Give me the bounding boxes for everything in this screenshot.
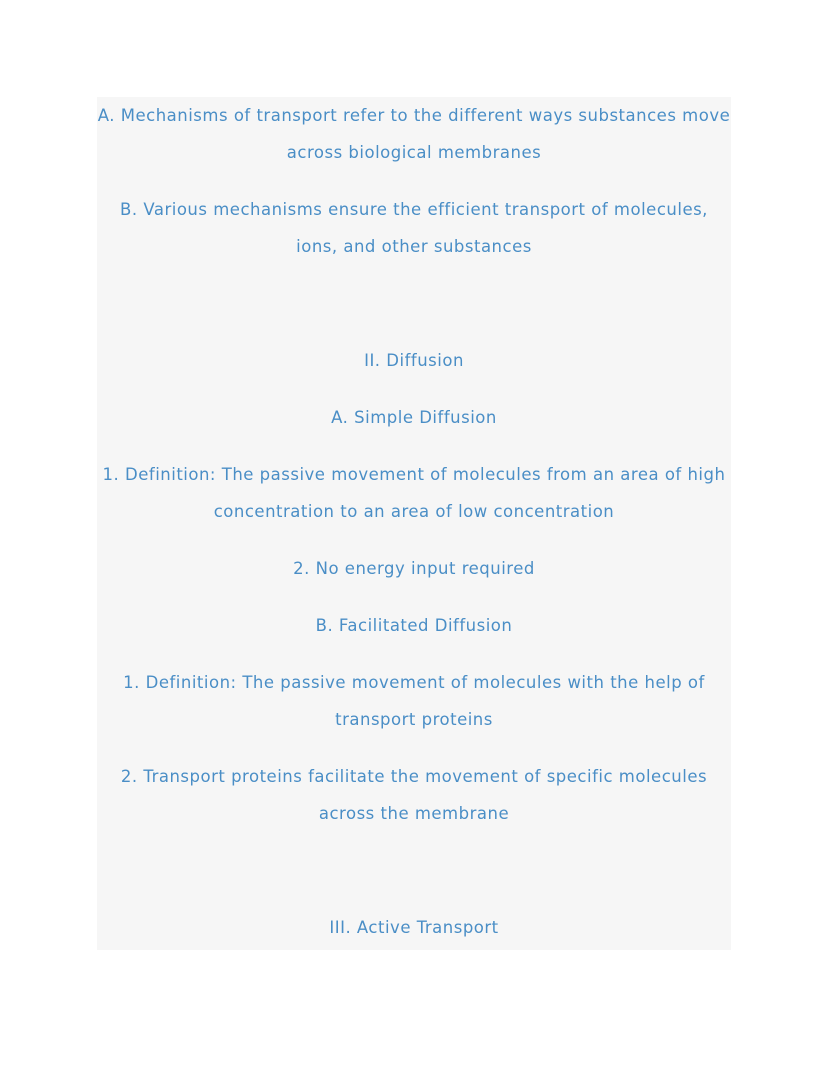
document-content xyxy=(97,97,731,950)
outline-heading-active-transport: III. Active Transport xyxy=(329,918,499,937)
outline-item-facilitated-diffusion-definition: 1. Definition: The passive movement of molecules with the help of transport proteins xyxy=(123,673,705,729)
blank-line xyxy=(97,285,731,322)
outline-subheading-simple-diffusion: A. Simple Diffusion xyxy=(331,408,497,427)
blank-line xyxy=(97,852,731,889)
outline-item-transport-proteins: 2. Transport proteins facilitate the movement of specific molecules across the membrane xyxy=(120,767,708,823)
outline-item-simple-diffusion-definition: 1. Definition: The passive movement of molecules from an area of high concentration to an area of low concentration xyxy=(102,465,726,521)
outline-item-no-energy: 2. No energy input required xyxy=(293,559,535,578)
outline-item-intro-b: B. Various mechanisms ensure the efficient transport of molecules, ions, and other substances xyxy=(120,200,708,256)
outline-subheading-facilitated-diffusion: B. Facilitated Diffusion xyxy=(315,616,513,635)
outline-item-intro-a: A. Mechanisms of transport refer to the different ways substances move across biological membranes xyxy=(97,106,731,162)
outline-heading-diffusion: II. Diffusion xyxy=(364,351,464,370)
